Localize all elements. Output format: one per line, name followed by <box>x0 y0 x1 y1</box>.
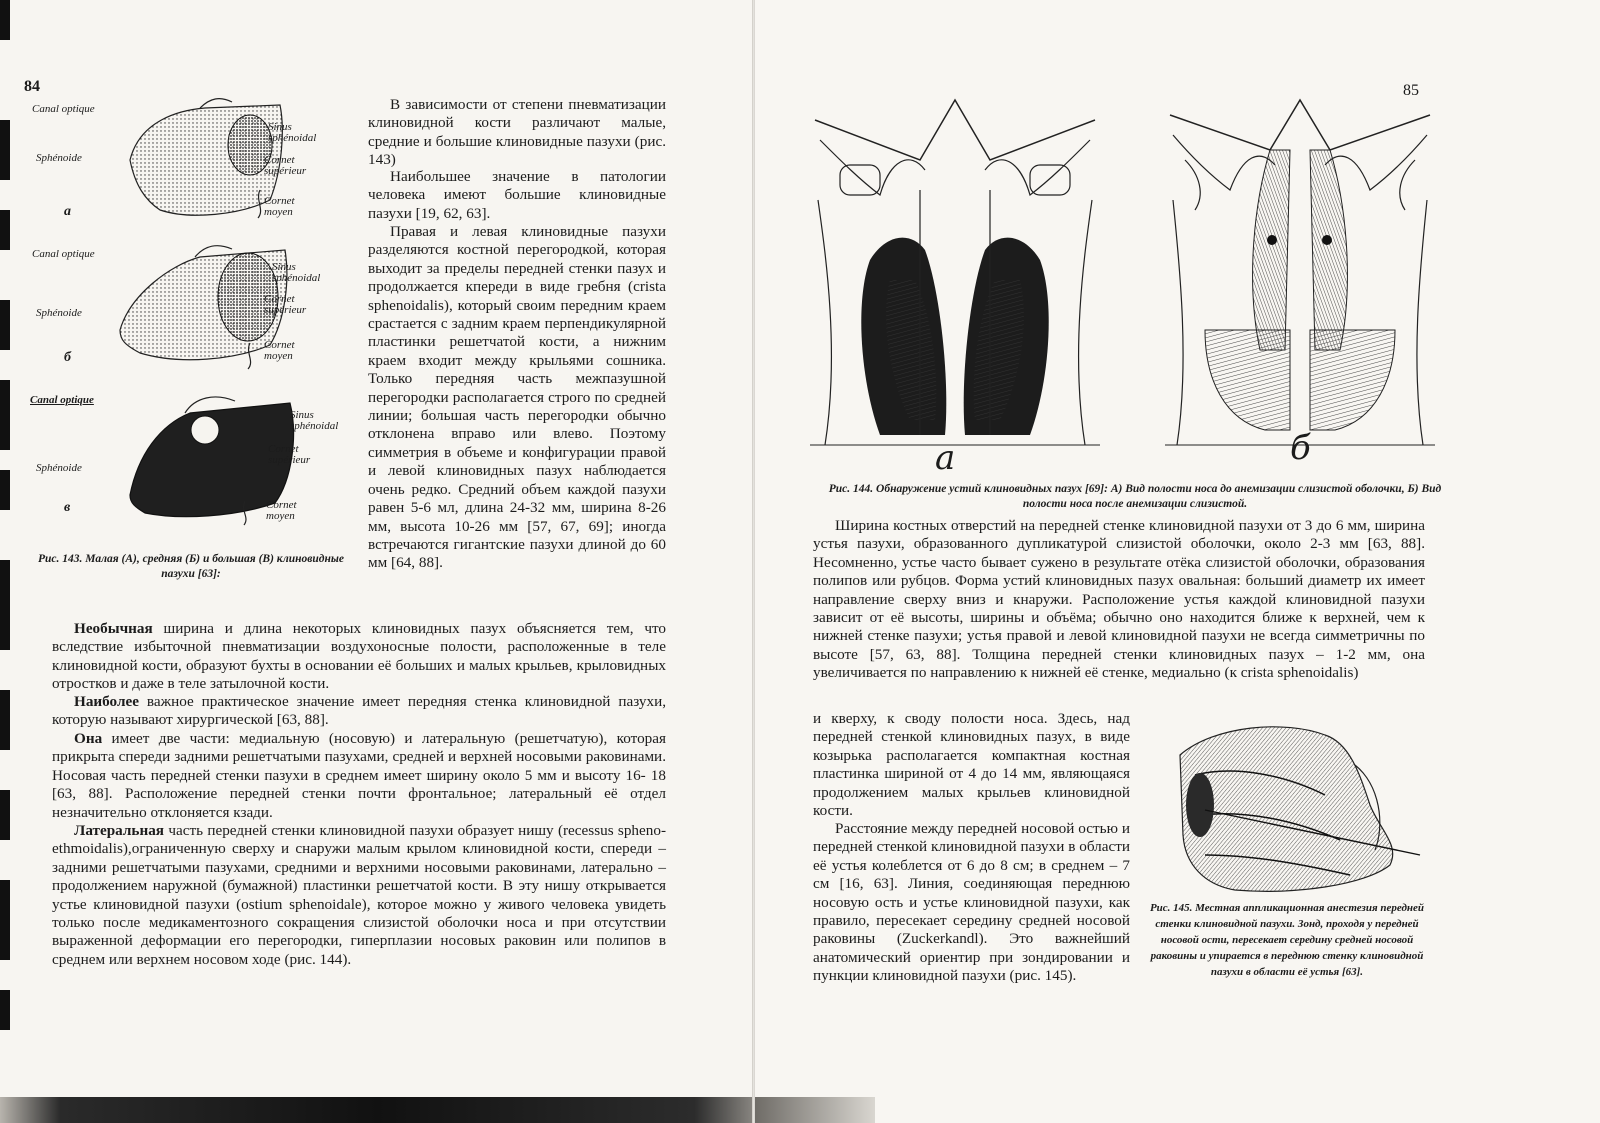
figure-144-letter-a: а <box>935 438 956 478</box>
label-canal-optique-a: Canal optique <box>32 103 95 115</box>
label-cornet-moyen-c: Cornet moyen <box>266 499 297 522</box>
label-canal-optique-c: Canal optique <box>30 394 94 406</box>
panel-letter-a: а <box>64 204 71 219</box>
panel-letter-c: в <box>64 500 71 515</box>
figure-145-caption: Рис. 145. Местная аппликационная анестезия передней стенки клиновидной пазухи. Зонд, проходя у передней носовой ости, пересекает середину средней носовой раковины и упирается в переднюю стенку клиновидной пазухи в области её устья [63]. <box>1149 902 1425 978</box>
label-sinus-c: Sinus sphénoidal <box>290 409 339 432</box>
paragraph-distance: Расстояние между передней носовой остью и передней стенкой клиновидной пазухи в области её устья колеблется от 6 до 8 см; в среднем – 7 см [16, 63]. Линия, соединяющая переднюю носовую ость и устье клиновидной пазухи, как правило, пересекает середину средней носовой раковины (Zuckerkandl). Это важнейший анатомический ориентир при зондировании и пункции клиновидной пазухи (рис. 145). <box>813 820 1130 985</box>
label-cornet-moyen-b: Cornet moyen <box>264 339 295 362</box>
paragraph-septum: Правая и левая клиновидные пазухи разделяются костной перегородкой, которая выходит за пределы передней стенки пазух и продолжается кпереди в виде гребня (crista sphenoidalis), который своим передним краем срастается с задним краем перпендикулярной пластинки решетчатой кости, а нижним краем входит между крыльями сошника. Только передняя часть межпазушной перегородки располагается строго по средней линии; большая часть перегородки обычно отклонена вправо или влево. Поэтому симметрия в объеме и конфигурации правой и левой клиновидных пазух наблюдается очень редко. Средний объем каждой пазухи равен 5-6 мл, длина 24-32 мм, ширина 8-26 мм, высота 10-26 мм [57, 67, 69]; иногда встречаются гигантские пазухи длиной до 60 мм [64, 88]. <box>368 223 666 572</box>
paragraph-pathology: Наибольшее значение в патологии человека имеют большие клиновидные пазухи [19, 62, 63]. <box>368 168 666 222</box>
figure-144-panel-a-drawing <box>810 100 1100 450</box>
label-cornet-superieur-c: Cornet supérieur <box>268 443 311 466</box>
label-cornet-superieur-a: Cornet supérieur <box>264 154 307 177</box>
label-cornet-superieur-b: Cornet supérieur <box>264 293 307 316</box>
paragraph-ostium-width: Ширина костных отверстий на передней стенке клиновидной пазухи от 3 до 6 мм, ширина устья пазухи, образованного дупликатурой слизистой оболочки, около 2-3 мм [63, 88]. Несомненно, устье часто бывает сужено в результате отёка слизистой оболочки, образования полипов или рубцов. Форма устий клиновидных пазух овальная: больший диаметр их имеет направление сверху вниз и кнаружи. Расположение устья каждой клиновидной пазухи зависит от её высоты, ширины и объёма; обычно оно находится ближе к верхней, чем к нижней стенке пазухи; устья правой и левой клиновидной пазухи не всегда симметричны по высоте [57, 63, 88]. Толщина передней стенки клиновидных пазух – 1-2 мм, она увеличивается по направлению к нижней её стенке, медиально (к crista sphenoidalis) <box>813 517 1425 682</box>
figure-144-letter-b: б <box>1290 428 1311 468</box>
page-number-right: 85 <box>1403 82 1419 99</box>
figure-144-panel-b-drawing <box>1165 100 1435 450</box>
page-number-left: 84 <box>24 78 40 95</box>
paragraph-ostium-width-cont: и кверху, к своду полости носа. Здесь, над передней стенкой клиновидных пазух, в виде козырька располагается компактная костная пластинка шириной от 4 до 14 мм, являющаяся продолжением малых крыльев клиновидной кости. <box>813 710 1130 820</box>
panel-letter-b: б <box>64 350 71 365</box>
paragraph-lateral-part: Латеральная часть передней стенки клиновидной пазухи образует нишу (recessus spheno-ethmoidalis),ограниченную сверху и снаружи малым крылом клиновидной кости, спереди – задними решетчатыми пазухами, средними и верхними носовыми раковинами, латерально – продолжением наружной (бумажной) пластинки решетчатой кости. В эту нишу открывается устье клиновидной пазухи (ostium sphenoidale), которое можно у живого человека увидеть только после медикаментозного сокращения слизистой оболочки носа и при отсутствии выраженной деформации его перегородки, гиперплазии носовых раковин или полипов в среднем или верхнем носовом ходе (рис. 144). <box>52 822 667 968</box>
figure-145-drawing <box>1175 715 1435 900</box>
figure-143-caption: Рис. 143. Малая (А), средняя (Б) и большая (В) клиновидные пазухи [63]: <box>38 553 344 580</box>
paragraph-pneumatization: В зависимости от степени пневматизации клиновидной кости различают малые, средние и большие клиновидные пазухи (рис. 143) <box>368 96 666 169</box>
label-sphenoide-c: Sphénoide <box>36 462 82 474</box>
label-sinus-a: Sinus sphénoidal <box>268 121 317 144</box>
paragraph-anterior-wall: Наиболее важное практическое значение имеет передняя стенка клиновидной пазухи, которую называют хирургической [63, 88]. <box>52 693 666 729</box>
scan-edge-marks <box>0 0 14 1123</box>
label-sinus-b: Sinus sphénoidal <box>272 261 321 284</box>
label-cornet-moyen-a: Cornet moyen <box>264 195 295 218</box>
label-sphenoide-a: Sphénoide <box>36 152 82 164</box>
label-canal-optique-b: Canal optique <box>32 248 95 260</box>
paragraph-two-parts: Она имеет две части: медиальную (носовую) и латеральную (решетчатую), которая прикрыта спереди задними решетчатыми пазухами, средней и верхней носовыми раковинами. Носовая часть передней стенки пазухи в среднем имеет ширину около 5 мм и высоту 16- 18 [63, 88]. Расположение передней стенки почти фронтальное; латеральный её отдел незначительно отклоняется кзади. <box>52 730 666 821</box>
label-sphenoide-b: Sphénoide <box>36 307 82 319</box>
paragraph-unusual-width: Необычная ширина и длина некоторых клиновидных пазух объясняется тем, что вследствие избыточной пневматизации воздухоносные полости, расположенные в теле клиновидной кости, образуют бухты в основании её больших и малых крыльев, крыловидных отростков и даже в теле затылочной кости. <box>52 620 666 693</box>
scan-bottom-band-right <box>755 1097 875 1123</box>
left-page <box>0 0 755 1123</box>
scan-bottom-band <box>0 1097 755 1123</box>
figure-144-caption: Рис. 144. Обнаружение устий клиновидных пазух [69]: А) Вид полости носа до анемизации слизистой оболочки, Б) Вид полости носа после анемизации слизистой. <box>828 483 1442 510</box>
right-page <box>755 0 1600 1123</box>
